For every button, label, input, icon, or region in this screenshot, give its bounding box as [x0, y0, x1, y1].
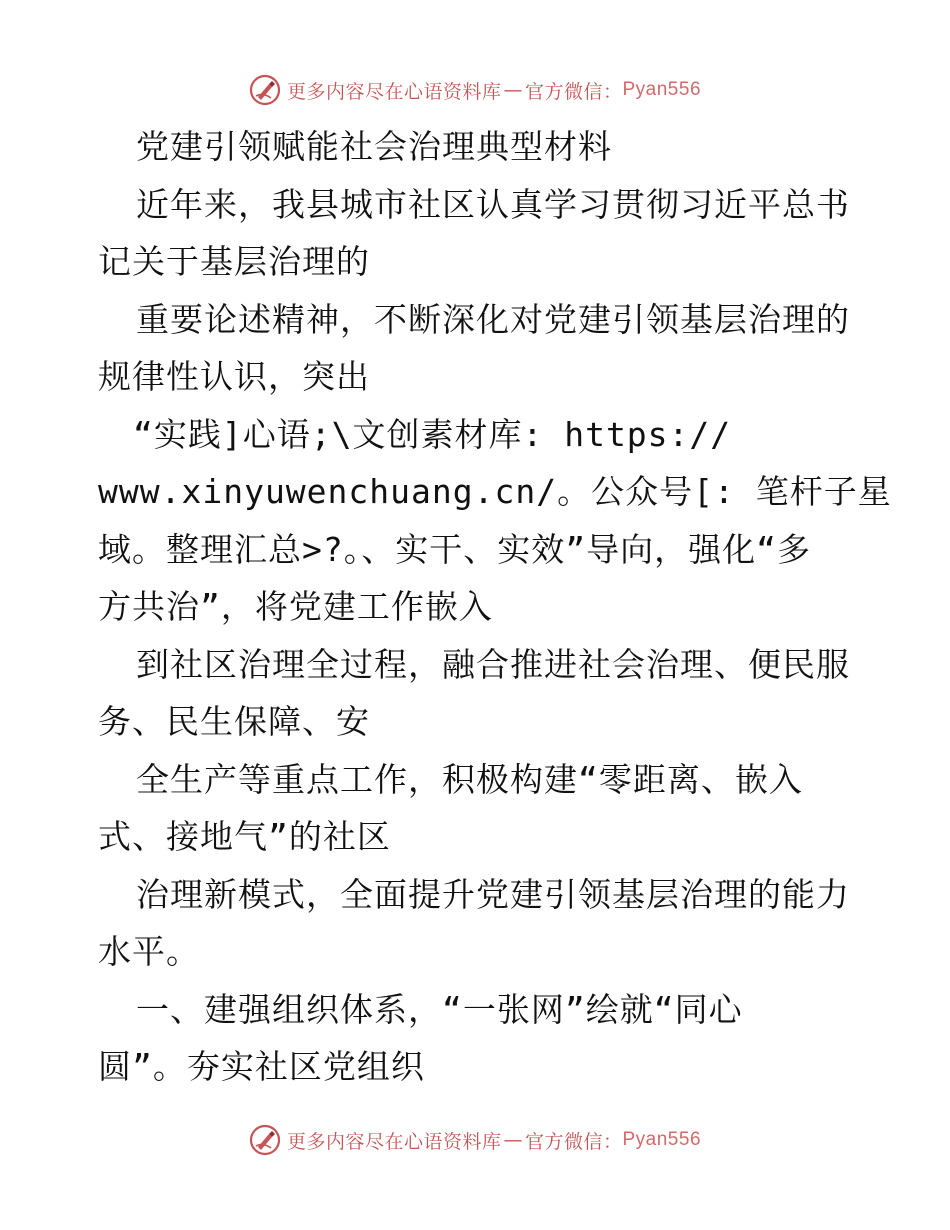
paragraph-line: 方共治”，将党建工作嵌入: [98, 587, 493, 626]
header-banner-separator: —: [503, 79, 523, 101]
paragraph-line: 记关于基层治理的: [98, 242, 370, 281]
paragraph-line: 全生产等重点工作，积极构建“零距离、嵌入: [136, 759, 803, 799]
pen-logo-icon: [249, 74, 281, 106]
paragraph-line: 式、接地气”的社区: [98, 817, 391, 856]
footer-wechat-label: 官方微信：: [524, 1130, 623, 1153]
section-heading-line: 一、建强组织体系，“一张网”绘就“同心: [136, 989, 743, 1029]
paragraph-line: “实践]心语;\文创素材库: https://: [133, 414, 732, 454]
footer-banner: [0, 1120, 950, 1160]
paragraph-line: 近年来，我县城市社区认真学习贯彻习近平总书: [136, 184, 850, 224]
footer-banner-separator: —: [503, 1129, 523, 1151]
header-banner-text: 更多内容尽在心语资料库: [286, 80, 502, 103]
paragraph-line: www.xinyuwenchuang.cn/。公众号[: 笔杆子星: [98, 472, 892, 511]
paragraph-line: 圆”。夯实社区党组织: [98, 1047, 425, 1086]
paragraph-line: 水平。: [98, 932, 200, 971]
document-title: 党建引领赋能社会治理典型材料: [136, 127, 612, 166]
paragraph-line: 规律性认识，突出: [98, 357, 370, 396]
paragraph-line: 到社区治理全过程，融合推进社会治理、便民服: [136, 644, 850, 684]
header-wechat-label: 官方微信：: [524, 80, 623, 103]
header-wechat-id: Pyan556: [622, 79, 702, 100]
footer-wechat-id: Pyan556: [622, 1129, 702, 1150]
paragraph-line: 重要论述精神，不断深化对党建引领基层治理的: [136, 299, 850, 339]
document-body: [98, 118, 892, 1096]
paragraph-line: 务、民生保障、安: [98, 702, 370, 741]
header-banner: [0, 70, 950, 110]
footer-banner-text: 更多内容尽在心语资料库: [286, 1130, 502, 1153]
paragraph-line: 域。整理汇总>?。、实干、实效”导向，强化“多: [98, 529, 811, 569]
paragraph-line: 治理新模式，全面提升党建引领基层治理的能力: [136, 874, 850, 914]
pen-logo-icon: [249, 1124, 281, 1156]
